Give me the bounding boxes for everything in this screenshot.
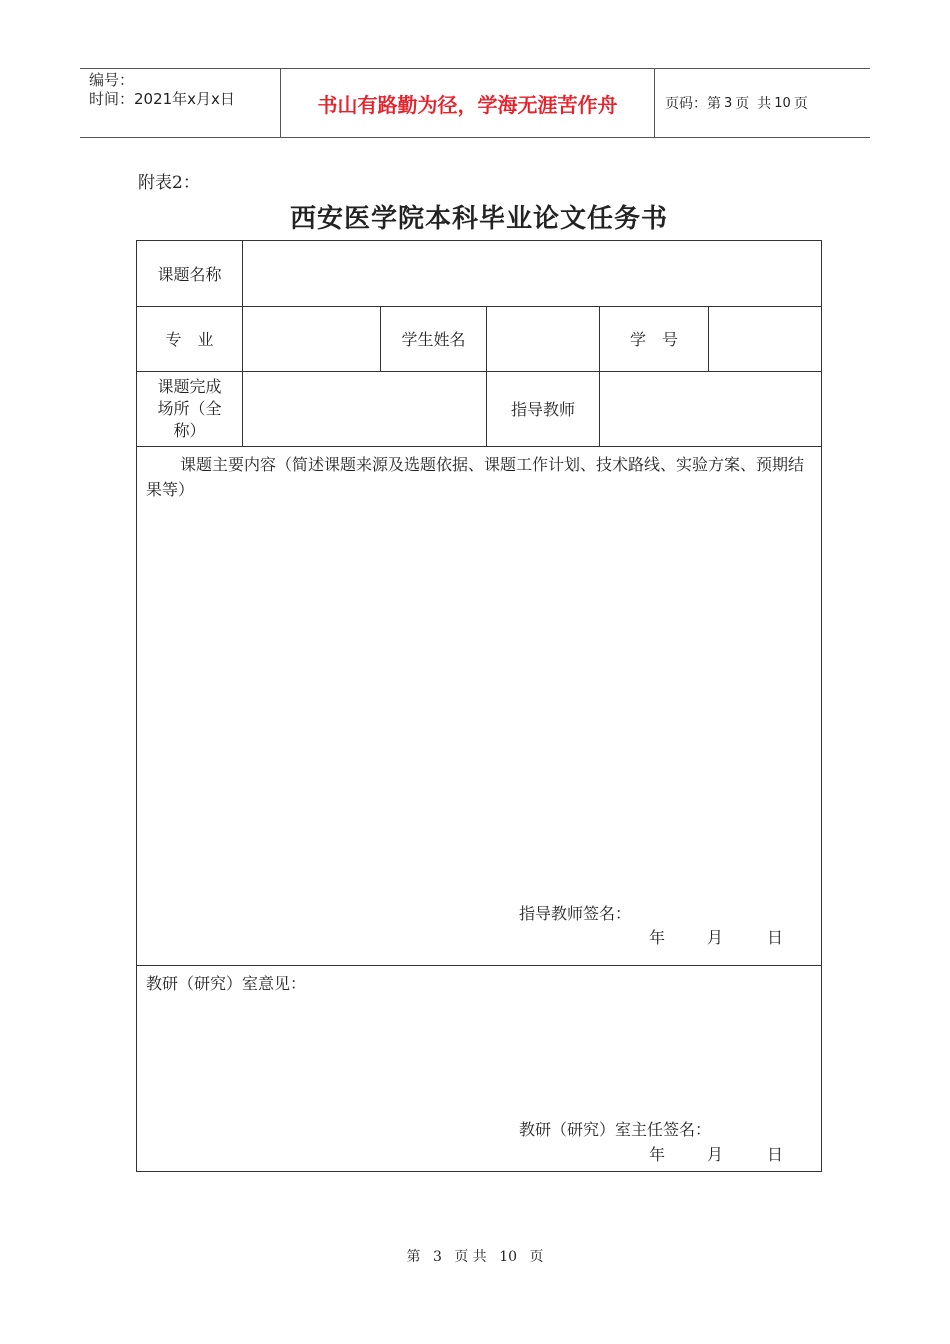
supervisor-field[interactable] xyxy=(600,371,821,446)
topic-name-label: 课题名称 xyxy=(137,241,243,306)
total-unit: 页 xyxy=(793,96,808,112)
month-label: 月 xyxy=(707,1145,724,1164)
major-label: 专 业 xyxy=(137,306,243,371)
content-section xyxy=(137,446,821,966)
task-form xyxy=(136,240,822,1172)
footer-current-page: 3 xyxy=(432,1249,442,1265)
day-label: 日 xyxy=(767,928,784,947)
venue-label: 课题完成 场所（全 称） xyxy=(137,371,243,446)
supervisor-date xyxy=(649,925,783,948)
supervisor-label: 指导教师 xyxy=(487,371,600,446)
student-id-label: 学 号 xyxy=(600,306,709,371)
month-label: 月 xyxy=(707,928,724,947)
dept-opinion-label: 教研（研究）室意见： xyxy=(146,974,307,993)
page-current: 3 xyxy=(724,95,733,111)
major-field[interactable] xyxy=(243,306,381,371)
footer-total-pages: 10 xyxy=(499,1249,518,1265)
student-id-field[interactable] xyxy=(709,306,821,371)
footer-mid: 页 共 xyxy=(454,1249,487,1265)
page-header xyxy=(80,68,870,138)
student-info-row xyxy=(137,306,821,372)
dept-opinion-section xyxy=(137,965,821,1171)
footer-suffix: 页 xyxy=(529,1249,544,1265)
year-label: 年 xyxy=(649,928,666,947)
page-unit: 页 xyxy=(735,96,750,112)
student-name-label: 学生姓名 xyxy=(381,306,487,371)
dept-opinion-area[interactable] xyxy=(137,965,821,1171)
venue-row xyxy=(137,371,821,447)
page-title: 西安医学院本科毕业论文任务书 xyxy=(289,204,668,234)
content-instruction: 课题主要内容（简述课题来源及选题依据、课题工作计划、技术路线、实验方案、预期结果等） xyxy=(146,455,805,499)
page-label: 页码：第 xyxy=(665,96,721,112)
year-label: 年 xyxy=(649,1145,666,1164)
dept-head-date xyxy=(649,1142,783,1165)
page-total: 10 xyxy=(774,95,791,111)
total-label: 共 xyxy=(757,96,772,112)
appendix-label: 附表2： xyxy=(138,173,200,193)
topic-name-row xyxy=(137,241,821,307)
venue-field[interactable] xyxy=(243,371,487,446)
content-area[interactable] xyxy=(137,446,821,965)
header-motto: 书山有路勤为径，学海无涯苦作舟 xyxy=(281,69,655,137)
day-label: 日 xyxy=(767,1145,784,1164)
supervisor-signature-label: 指导教师签名： xyxy=(519,904,632,923)
header-page-info xyxy=(655,69,870,137)
topic-name-field[interactable] xyxy=(243,241,821,306)
student-name-field[interactable] xyxy=(487,306,600,371)
dept-head-signature-label: 教研（研究）室主任签名： xyxy=(519,1120,712,1139)
header-meta xyxy=(80,69,281,137)
serial-number-label: 编号： xyxy=(89,71,135,89)
footer-prefix: 第 xyxy=(406,1249,421,1265)
time-label: 时间：2021年x月x日 xyxy=(89,90,235,108)
page-footer xyxy=(0,1246,950,1266)
